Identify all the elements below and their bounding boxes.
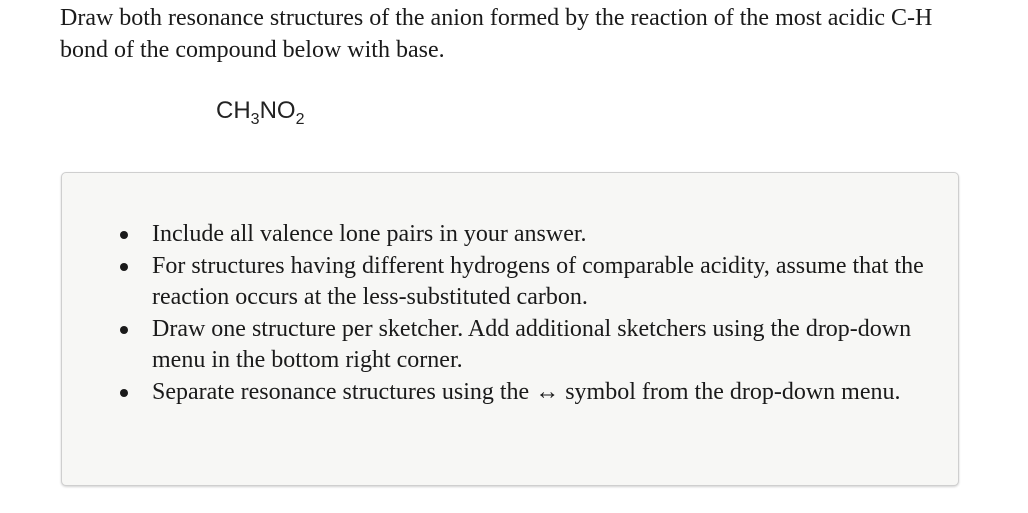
instruction-item bbox=[62, 377, 958, 409]
instructions-list bbox=[62, 219, 958, 408]
instruction-item bbox=[62, 314, 958, 377]
formula-part-no: NO bbox=[259, 97, 296, 124]
formula-part-ch: CH bbox=[216, 97, 251, 124]
instruction-item bbox=[62, 219, 958, 251]
compound-formula bbox=[216, 96, 304, 129]
instruction-item bbox=[62, 251, 958, 314]
formula-subscript-3: 3 bbox=[250, 111, 260, 128]
bullet-icon bbox=[120, 263, 128, 271]
bullet-icon bbox=[120, 389, 128, 397]
bullet-icon bbox=[120, 326, 128, 334]
bullet-icon bbox=[120, 231, 128, 239]
instructions-box bbox=[61, 172, 959, 486]
formula-subscript-2: 2 bbox=[295, 111, 305, 128]
question-text: Draw both resonance structures of the anion formed by the reaction of the most acidic C-H bond of the compound below with base. bbox=[60, 5, 933, 63]
instruction-text: For structures having different hydrogens of comparable acidity, assume that the reaction occurs at the less-substituted carbon. bbox=[152, 252, 924, 310]
instruction-text: Draw one structure per sketcher. Add additional sketchers using the drop-down menu in the bottom right corner. bbox=[152, 315, 912, 373]
instruction-text: Include all valence lone pairs in your answer. bbox=[152, 221, 587, 247]
instruction-text: Separate resonance structures using the ↔ symbol from the drop-down menu. bbox=[152, 378, 901, 405]
